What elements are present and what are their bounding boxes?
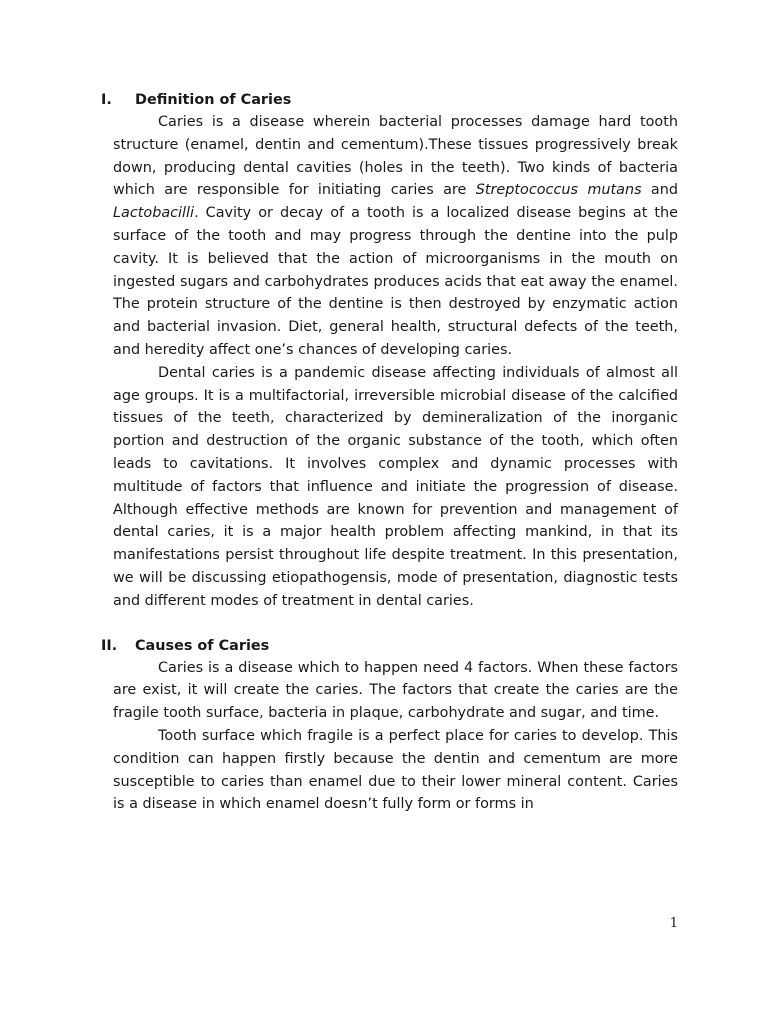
italic-term-lactobacilli: Lactobacilli: [113, 205, 195, 222]
paragraph-text: . Cavity or decay of a tooth is a localized disease begins at the surface of the tooth and may progress through the dentine into the pulp cavity. It is believed that the action of microorganisms in the mouth on ingested sugars and carbohydrates produces acids that eat away the enamel. The protein structure of the dentine is then destroyed by enzymatic action and bacterial invasion. Diet, general health, structural defects of the teeth, and heredity affect one’s chances of developing caries.: [113, 205, 678, 358]
paragraph-causes-1: Caries is a disease which to happen need 4 factors. When these factors are exist, it will create the caries. The factors that create the caries are the fragile tooth surface, bacteria in plaque, carbohydrate and sugar, and time.: [113, 659, 678, 722]
section-title: Causes of Caries: [135, 637, 270, 654]
paragraph-definition-2: Dental caries is a pandemic disease affecting individuals of almost all age groups. It is a multifactorial, irreversible microbial disease of the calcified tissues of the teeth, characterized by demineralization of the inorganic portion and destruction of the organic substance of the tooth, which often leads to cavitations. It involves complex and dynamic processes with multitude of factors that influence and initiate the progression of disease. Although effective methods are known for prevention and management of dental caries, it is a major health problem affecting mankind, in that its manifestations persist throughout life despite treatment. In this presentation, we will be discussing etiopathogensis, mode of presentation, diagnostic tests and different modes of treatment in dental caries.: [113, 364, 678, 609]
section-number: I.: [101, 92, 112, 108]
italic-term-streptococcus: Streptococcus mutans: [475, 182, 642, 199]
section-heading-definition: [101, 89, 678, 111]
paragraph-text: Caries is a disease wherein bacterial processes damage hard tooth structure (enamel, dentin and cementum).These tissues progressively break down, producing dental cavities (holes in the teeth). Two kinds of bacteria which are responsible for initiating caries are: [113, 114, 678, 199]
section-heading-causes: [101, 635, 678, 657]
section-number: II.: [101, 637, 118, 654]
paragraph-causes-2: Tooth surface which fragile is a perfect place for caries to develop. This condition can happen firstly because the dentin and cementum are more susceptible to caries than enamel due to their lower mineral content. Caries is a disease in which enamel doesn’t fully form or forms in: [113, 727, 678, 813]
section-title: Definition of Caries: [135, 92, 292, 108]
page-content: [101, 89, 678, 816]
page-number: 1: [669, 916, 678, 931]
paragraph-text: and: [641, 182, 678, 199]
paragraph-definition-1: [113, 111, 678, 362]
section-spacer: [113, 613, 678, 635]
